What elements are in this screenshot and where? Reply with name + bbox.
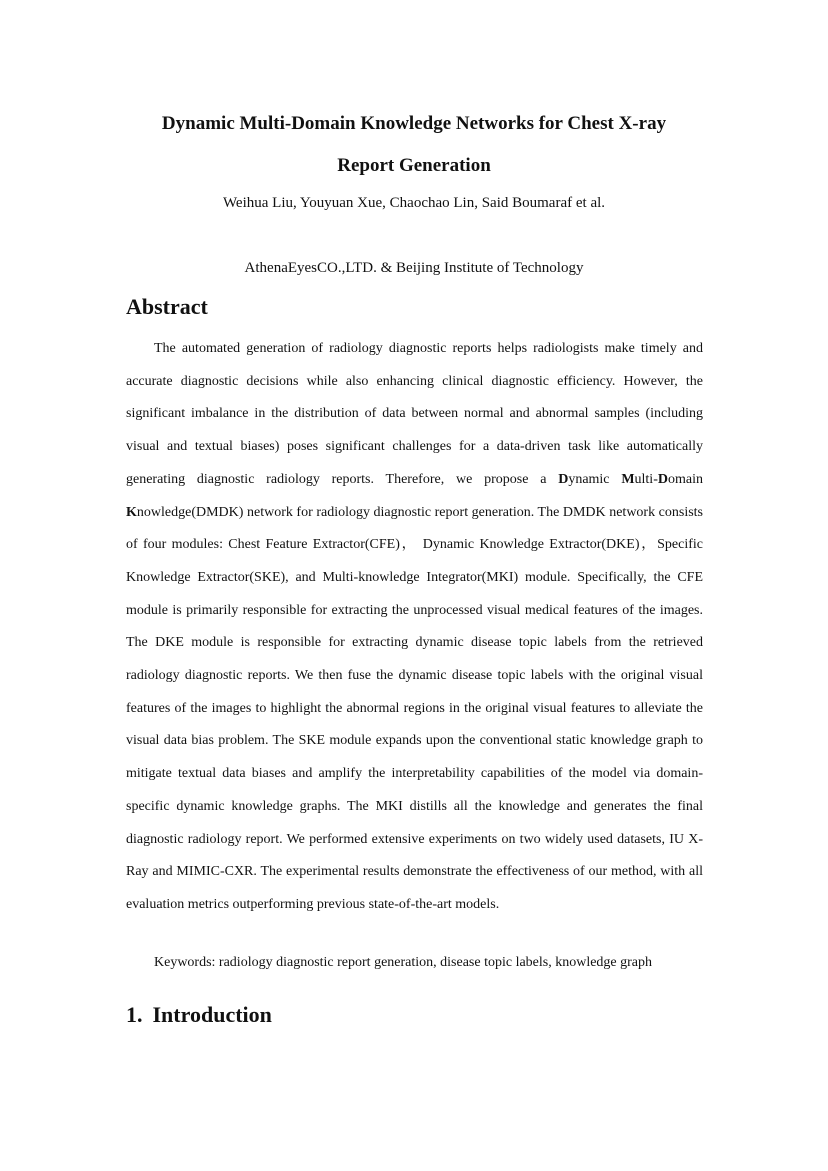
abstract-bold-d: D	[558, 471, 569, 487]
abstract-text-1: The automated generation of radiology diagnostic reports helps radiologists make timely and accurate diagnostic decisions while also enhancing clinical diagnostic efficiency. However, the significant imbalance in the distribution of data between normal and abnormal samples (including visual and textual biases) poses significant challenges for a data-driven task like automatically generating diagnostic radiology reports. Therefore, we propose a	[126, 341, 703, 487]
paper-title-line-2: Report Generation	[337, 155, 491, 176]
section-number: 1.	[126, 1002, 143, 1027]
authors: Weihua Liu, Youyuan Xue, Chaochao Lin, Said Boumaraf et al.	[222, 195, 606, 211]
abstract-text-ynamic: ynamic	[568, 471, 622, 487]
abstract-text-ulti: ulti-	[634, 471, 658, 487]
abstract-heading: Abstract	[126, 294, 208, 319]
section-heading-introduction	[126, 1000, 272, 1030]
affiliation: AthenaEyesCO.,LTD. & Beijing Institute of Technology	[244, 260, 584, 276]
abstract-bold-m: M	[621, 471, 635, 487]
section-title: Introduction	[152, 1002, 272, 1027]
abstract-bold-k: K	[126, 504, 137, 520]
abstract-text-omain: omain	[668, 471, 703, 487]
abstract-text-2: nowledge(DMDK) network for radiology diagnostic report generation. The DMDK network consists of four modules: Chest Feature Extractor(CFE)， Dynamic Knowledge Extractor(DKE)，Specific Knowledge Extractor(SKE), and Multi-knowledge Integrator(MKI) module. Specifically, the CFE module is primarily responsible for extracting the unprocessed visual medical features of the images. The DKE module is responsible for extracting dynamic disease topic labels from the retrieved radiology diagnostic reports. We then fuse the dynamic disease topic labels with the original visual features of the images to highlight the abnormal regions in the original visual features to alleviate the visual data bias problem. The SKE module expands upon the conventional static knowledge graph to mitigate textual data biases and amplify the interpretability capabilities of the model via domain-specific dynamic knowledge graphs. The MKI distills all the knowledge and generates the final diagnostic radiology report. We performed extensive experiments on two widely used datasets, IU X-Ray and MIMIC-CXR. The experimental results demonstrate the effectiveness of our method, with all evaluation metrics outperforming previous state-of-the-art models.	[126, 504, 703, 912]
abstract-body	[126, 333, 703, 922]
keywords: Keywords: radiology diagnostic report generation, disease topic labels, knowledge graph	[154, 955, 653, 970]
abstract-bold-d2: D	[657, 471, 668, 487]
paper-title-line-1: Dynamic Multi-Domain Knowledge Networks for Chest X-ray	[161, 113, 667, 134]
